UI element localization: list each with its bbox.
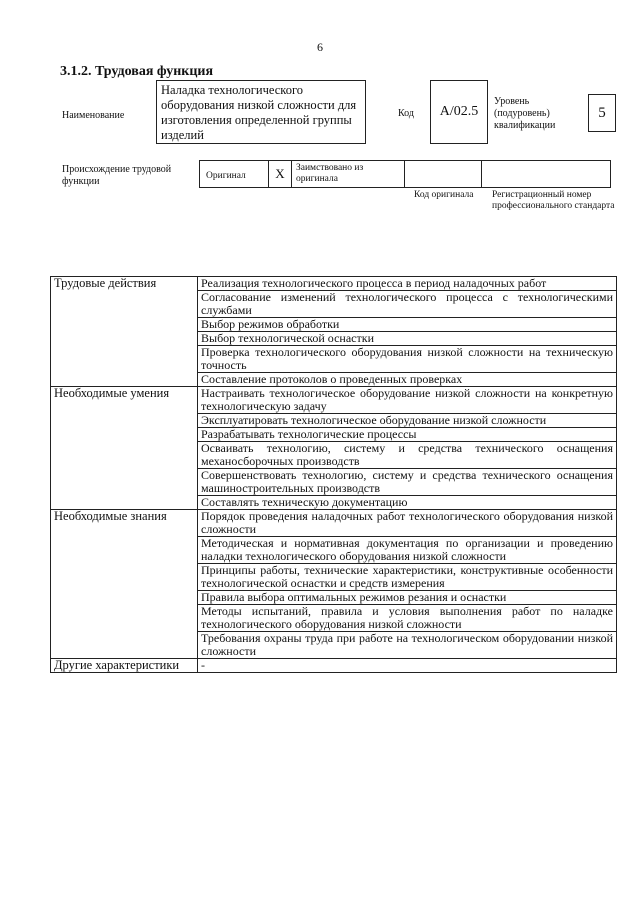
reg-number-label: Регистрационный номер профессионального стандарта — [492, 190, 615, 211]
reg-number-cell — [481, 160, 611, 188]
category-cell: Другие характеристики — [51, 659, 198, 673]
item-cell: Настраивать технологическое оборудование низкой сложности на конкретную технологическую задачу — [198, 387, 617, 414]
function-table — [50, 276, 617, 673]
category-cell: Необходимые умения — [51, 387, 198, 510]
item-cell: Выбор режимов обработки — [198, 318, 617, 332]
origin-label: Происхождение трудовой функции — [62, 164, 172, 187]
item-cell: Порядок проведения наладочных работ технологического оборудования низкой сложности — [198, 510, 617, 537]
item-cell: Эксплуатировать технологическое оборудование низкой сложности — [198, 414, 617, 428]
item-cell: Реализация технологического процесса в период наладочных работ — [198, 277, 617, 291]
original-code-label: Код оригинала — [414, 190, 474, 200]
borrowed-label: Заимствовано из оригинала — [291, 160, 405, 188]
original-code-cell — [404, 160, 482, 188]
name-label: Наименование — [62, 110, 125, 121]
item-cell: Методическая и нормативная документация по организации и проведению наладки технологического оборудования низкой сложности — [198, 537, 617, 564]
page-number: 6 — [317, 40, 323, 54]
item-cell: Проверка технологического оборудования низкой сложности на техническую точность — [198, 346, 617, 373]
item-cell: - — [198, 659, 617, 673]
category-cell: Трудовые действия — [51, 277, 198, 387]
origin-row — [200, 160, 611, 188]
item-cell: Составлять техническую документацию — [198, 496, 617, 510]
original-mark: X — [268, 160, 292, 188]
item-cell: Принципы работы, технические характеристики, конструктивные особенности технологической оснастки и средств измерения — [198, 564, 617, 591]
item-cell: Согласование изменений технологического процесса с технологическими службами — [198, 291, 617, 318]
item-cell: Составление протоколов о проведенных проверках — [198, 373, 617, 387]
code-value: A/02.5 — [430, 80, 488, 144]
function-name-value: Наладка технологического оборудования низкой сложности для изготовления определенной группы изделий — [156, 80, 366, 144]
item-cell: Осваивать технологию, систему и средства технического оснащения механосборочных производств — [198, 442, 617, 469]
level-label: Уровень (подуровень) квалификации — [494, 96, 556, 131]
table-row — [51, 387, 617, 414]
item-cell: Выбор технологической оснастки — [198, 332, 617, 346]
section-title: 3.1.2. Трудовая функция — [60, 64, 214, 79]
original-label: Оригинал — [199, 160, 269, 188]
code-label: Код — [398, 108, 414, 119]
table-row — [51, 277, 617, 291]
table-row — [51, 659, 617, 673]
item-cell: Правила выбора оптимальных режимов резания и оснастки — [198, 591, 617, 605]
item-cell: Методы испытаний, правила и условия выполнения работ по наладке технологического оборудования низкой сложности — [198, 605, 617, 632]
item-cell: Требования охраны труда при работе на технологическом оборудовании низкой сложности — [198, 632, 617, 659]
category-cell: Необходимые знания — [51, 510, 198, 659]
level-value: 5 — [588, 94, 616, 132]
item-cell: Разрабатывать технологические процессы — [198, 428, 617, 442]
table-row — [51, 510, 617, 537]
item-cell: Совершенствовать технологию, систему и средства технического оснащения машиностроительных производств — [198, 469, 617, 496]
